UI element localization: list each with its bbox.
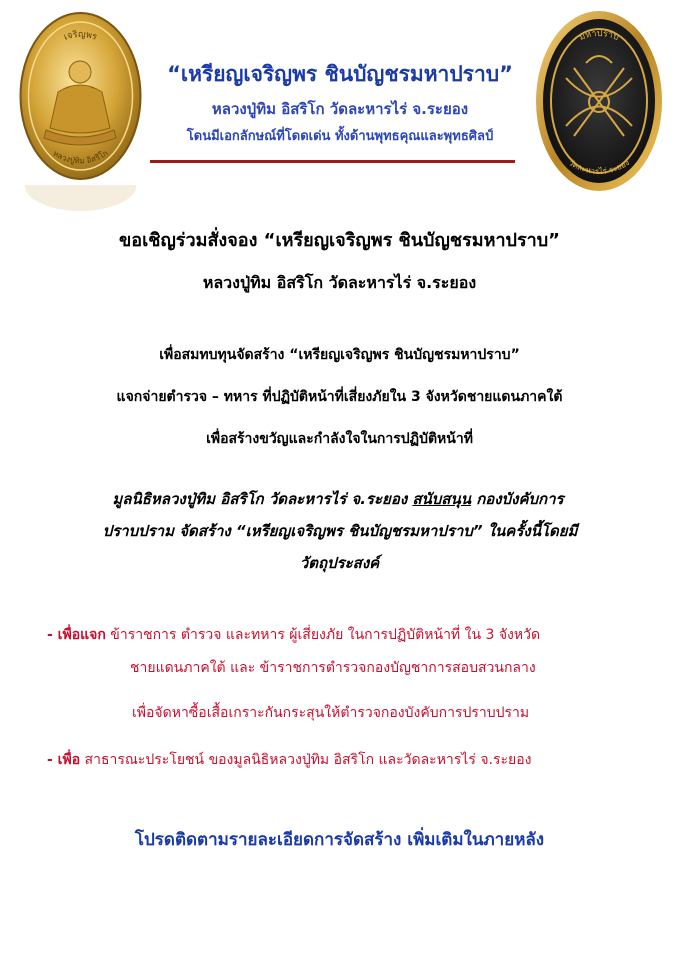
objective-item-2: เพื่อจัดหาซื้อเสื้อเกราะกันกระสุนให้ตำรวจกองบังคับการปราบปราม — [132, 705, 530, 721]
objective-1-lead: - เพื่อแจก — [47, 627, 106, 643]
foundation-name: มูลนิธิหลวงปู่ทิม อิสริโก วัดละหารไร่ จ.ระยอง — [112, 490, 413, 508]
objective-3-lead: - เพื่อ — [47, 752, 81, 768]
objective-item-3 — [47, 749, 667, 771]
foundation-line-3: วัตถุประสงค์ — [299, 554, 380, 572]
purpose-line-3: เพื่อสร้างขวัญและกำลังใจในการปฏิบัติหน้าที่ — [206, 431, 473, 447]
header-tagline: โดนมีเอกลักษณ์ที่โดดเด่น ทั้งด้านพุทธคุณและพุทธศิลป์ — [186, 129, 494, 144]
purpose-line-2: แจกจ่ายตำรวจ – ทหาร ที่ปฏิบัติหน้าที่เสี่ยงภัยใน 3 จังหวัดชายแดนภาคใต้ — [116, 389, 563, 405]
objective-item-1 — [47, 624, 667, 646]
foundation-line-2: ปราบปราม จัดสร้าง “เหรียญเจริญพร ชินบัญชรมหาปราบ” ในครั้งนี้โดยมี — [102, 522, 578, 540]
medal-left-bottom-text: หลวงปู่ทิม อิสริโก — [51, 148, 110, 166]
objective-item-1-continued: ชายแดนภาคใต้ และ ข้าราชการตำรวจกองบัญชาการสอบสวนกลาง — [130, 660, 536, 676]
invitation-heading: ขอเชิญร่วมสั่งจอง “เหรียญเจริญพร ชินบัญชรมหาปราบ” — [118, 230, 561, 251]
yantra-medal-image — [534, 8, 664, 194]
purpose-line-1: เพื่อสมทบทุนจัดสร้าง “เหรียญเจริญพร ชินบัญชรมหาปราบ” — [159, 347, 520, 363]
header-subtitle: หลวงปู่ทิม อิสริโก วัดละหารไร่ จ.ระยอง — [211, 100, 469, 118]
header-divider — [150, 160, 515, 163]
foundation-line-1 — [58, 487, 618, 511]
invitation-subheading: หลวงปู่ทิม อิสริโก วัดละหารไร่ จ.ระยอง — [202, 273, 477, 292]
header-title: “เหรียญเจริญพร ชินบัญชรมหาปราบ” — [167, 62, 513, 86]
foundation-line-1-end: กองบังคับการ — [470, 490, 564, 508]
objective-3-text: สาธารณะประโยชน์ ของมูลนิธิหลวงปู่ทิม อิสริโก และวัดละหารไร่ จ.ระยอง — [80, 752, 532, 768]
follow-up-notice: โปรดติดตามรายละเอียดการจัดสร้าง เพิ่มเติมในภายหลัง — [134, 830, 545, 850]
medal-right-top-text: มหาปราบ — [577, 28, 621, 44]
medal-right-bottom-text: วัดละหารไร่ ระยอง — [567, 158, 631, 177]
gold-medal-image — [18, 10, 143, 182]
support-word: สนับสนุน — [412, 490, 471, 508]
medal-reflection — [18, 185, 143, 213]
objective-1-text: ข้าราชการ ตำรวจ และทหาร ผู้เสี่ยงภัย ในการปฏิบัติหน้าที่ ใน 3 จังหวัด — [105, 627, 541, 643]
medal-left-top-text: เจริญพร — [62, 29, 99, 43]
